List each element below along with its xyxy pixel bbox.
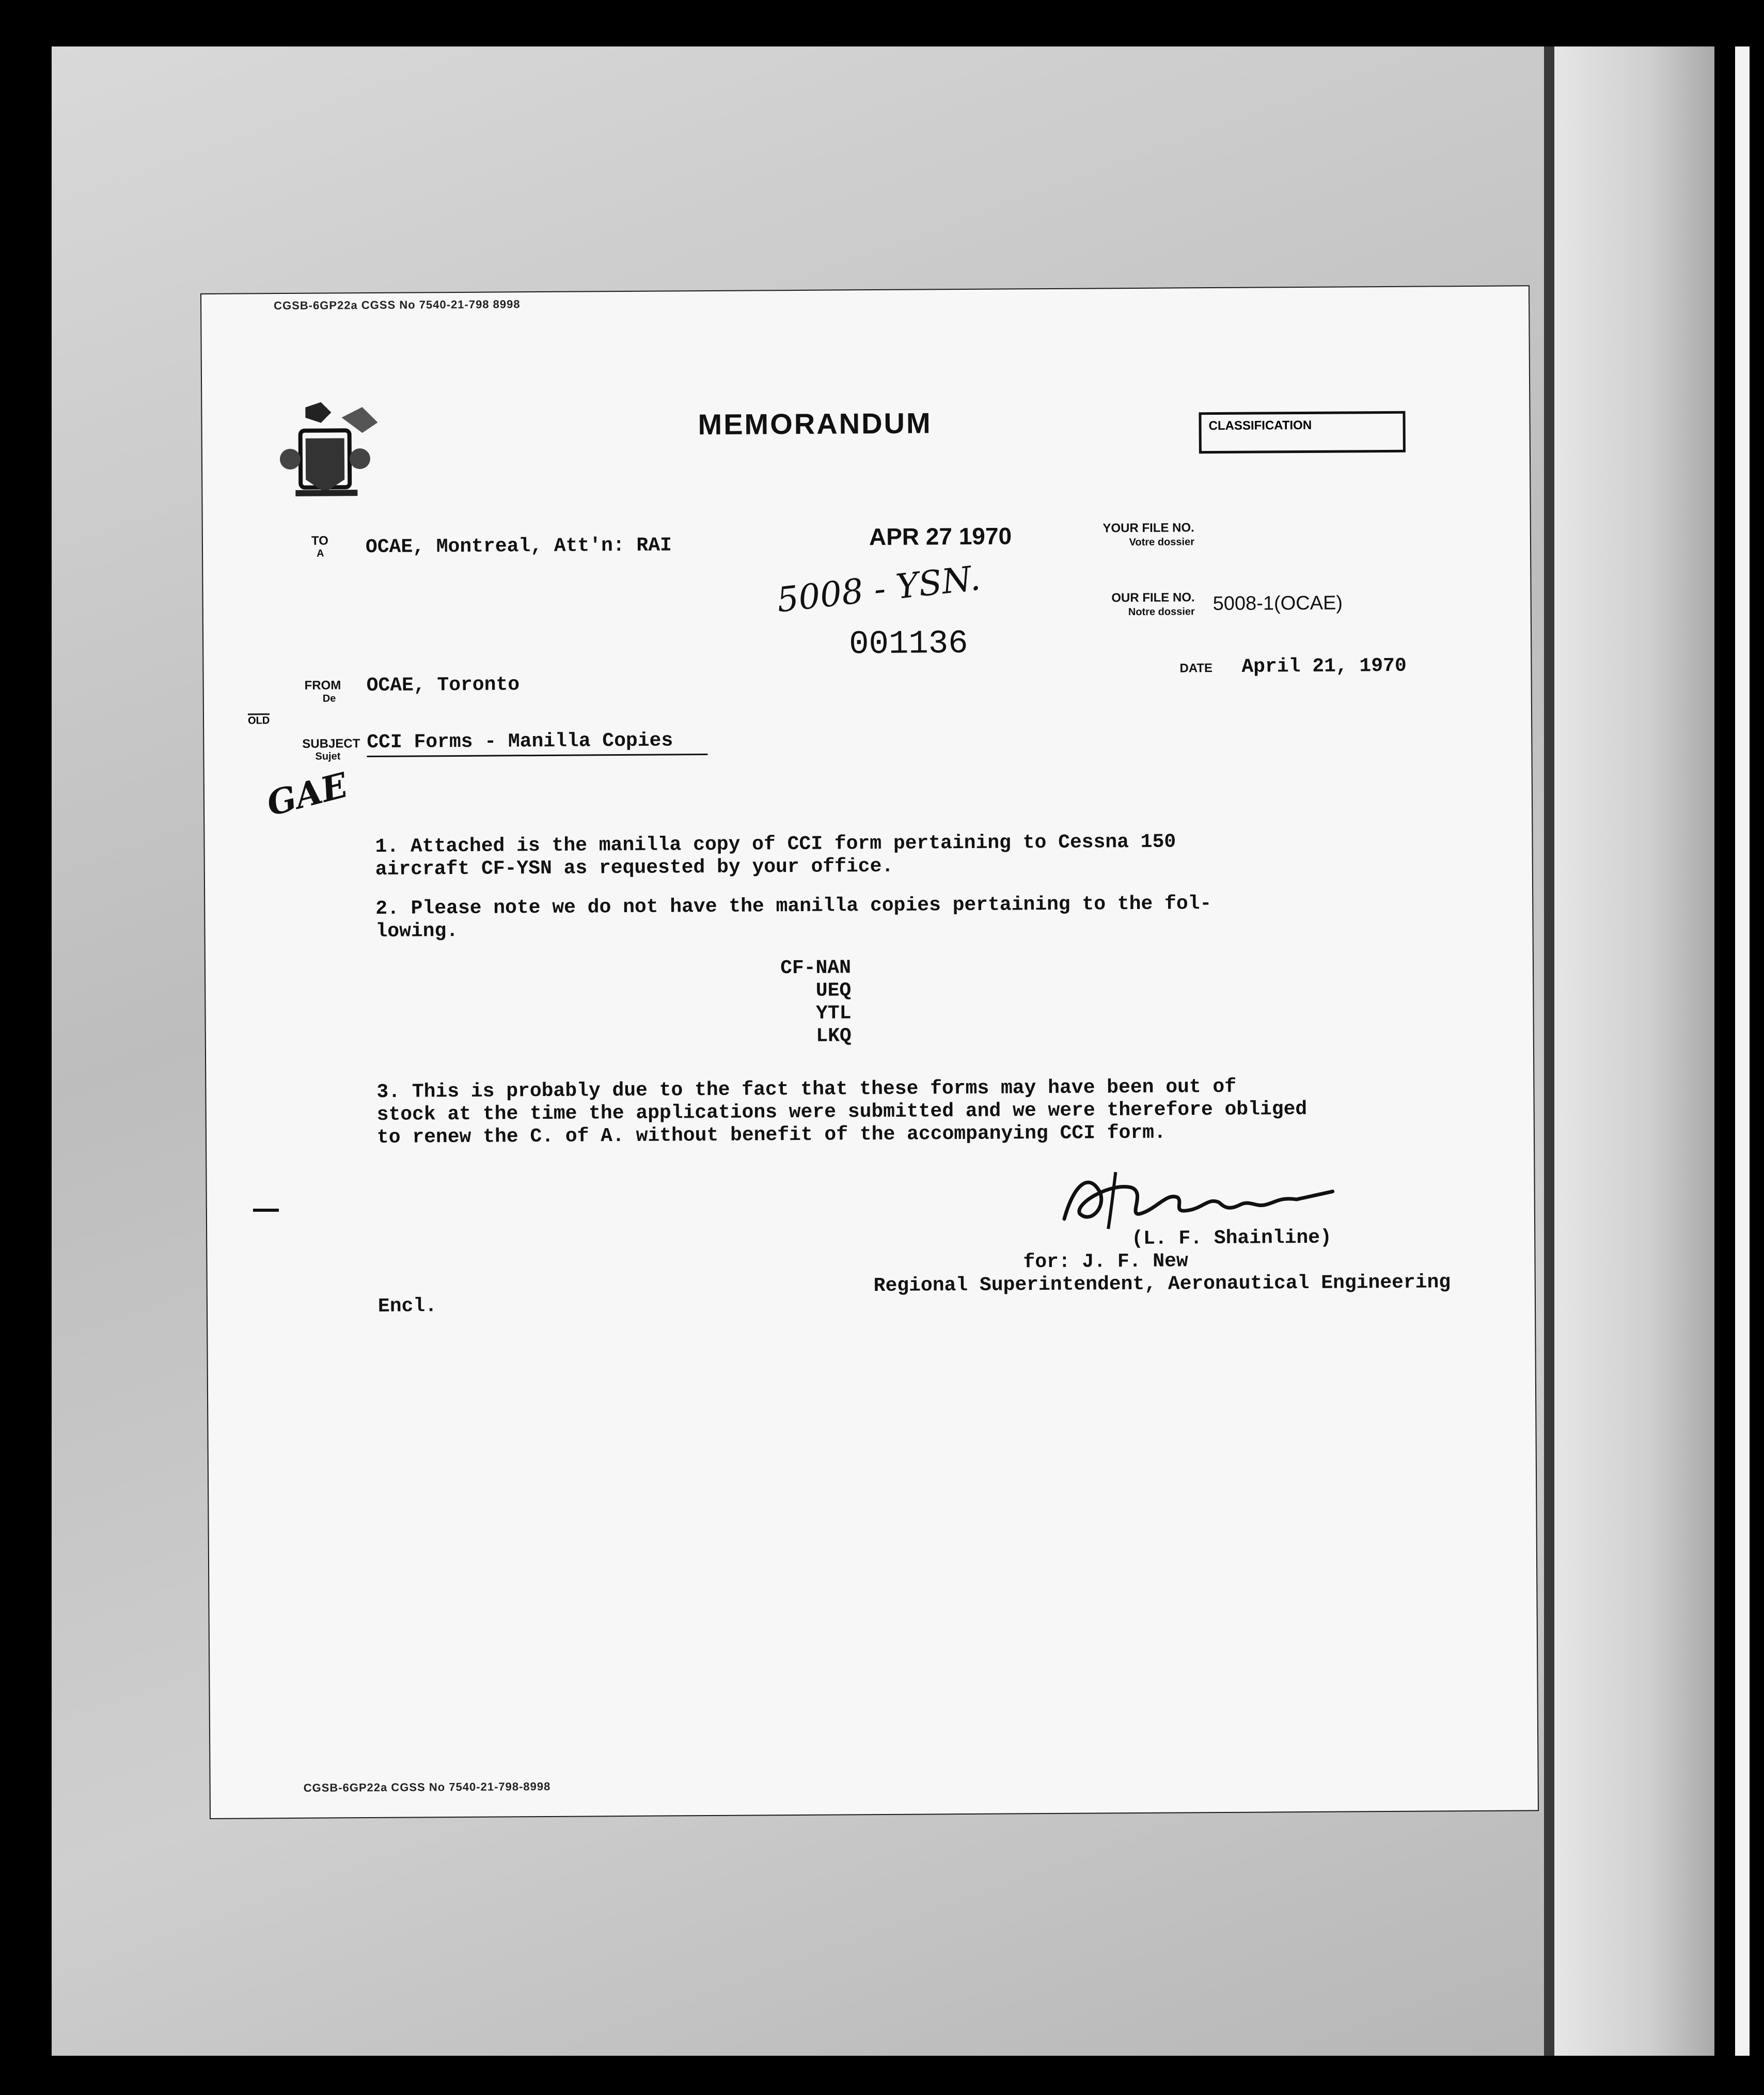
paragraph-2-line-2: lowing. bbox=[375, 919, 459, 943]
paragraph-1-line-1: 1. Attached is the manilla copy of CCI form pertaining to Cessna 150 bbox=[375, 831, 1176, 858]
memo-page bbox=[201, 286, 1538, 1818]
aircraft-list-item: YTL bbox=[815, 1002, 852, 1025]
signature-icon bbox=[1053, 1161, 1343, 1234]
memo-title: MEMORANDUM bbox=[698, 407, 932, 441]
our-file-value: 5008-1(OCAE) bbox=[1212, 592, 1343, 615]
old-label: OLD bbox=[248, 713, 270, 727]
from-label-fr: De bbox=[322, 693, 336, 705]
binder-edge bbox=[1554, 46, 1714, 2056]
to-label: TO bbox=[311, 534, 328, 548]
subject-label: SUBJECT bbox=[302, 737, 360, 751]
signatory-title: Regional Superintendent, Aeronautical Engineering bbox=[873, 1271, 1451, 1297]
to-label-fr: A bbox=[317, 548, 324, 559]
coat-of-arms-icon bbox=[274, 402, 388, 506]
form-number-bottom: CGSB-6GP22a CGSS No 7540-21-798-8998 bbox=[303, 1779, 551, 1794]
your-file-label-fr: Votre dossier bbox=[1129, 536, 1195, 549]
paragraph-2-line-1: 2. Please note we do not have the manilla copies pertaining to the fol- bbox=[375, 893, 1212, 920]
enclosure-label: Encl. bbox=[377, 1295, 437, 1318]
from-value: OCAE, Toronto bbox=[366, 674, 520, 697]
aircraft-list-item: LKQ bbox=[816, 1025, 852, 1048]
aircraft-list-item: UEQ bbox=[815, 979, 852, 1002]
our-file-label: OUR FILE NO. bbox=[1111, 590, 1195, 605]
signatory-for-line: for: J. F. New bbox=[1023, 1250, 1188, 1274]
classification-label: CLASSIFICATION bbox=[1208, 418, 1312, 433]
subject-label-fr: Sujet bbox=[315, 751, 341, 762]
our-file-label-fr: Notre dossier bbox=[1128, 606, 1195, 618]
to-value: OCAE, Montreal, Att'n: RAI bbox=[365, 534, 672, 559]
subject-value: CCI Forms - Manilla Copies bbox=[367, 729, 707, 757]
margin-tick-mark bbox=[253, 1209, 279, 1212]
paragraph-3-line-2: stock at the time the applications were submitted and we were therefore obliged bbox=[376, 1098, 1308, 1126]
paragraph-3-line-3: to renew the C. of A. without benefit of the accompanying CCI form. bbox=[376, 1121, 1166, 1149]
paragraph-3-line-1: 3. This is probably due to the fact that these forms may have been out of bbox=[376, 1075, 1237, 1103]
margin-note-handwritten: GAE bbox=[262, 764, 352, 824]
date-value: April 21, 1970 bbox=[1241, 654, 1407, 678]
binder-strip bbox=[1735, 46, 1750, 2056]
file-ref-handwritten: 5008 - YSN. bbox=[775, 558, 983, 620]
signatory-name: (L. F. Shainline) bbox=[1131, 1226, 1332, 1250]
file-number-stamp: 001136 bbox=[848, 625, 968, 664]
received-stamp: APR 27 1970 bbox=[869, 522, 1012, 551]
date-label: DATE bbox=[1179, 661, 1213, 676]
form-number-top: CGSB-6GP22a CGSS No 7540-21-798 8998 bbox=[274, 298, 521, 312]
aircraft-list-item: CF-NAN bbox=[780, 957, 852, 980]
from-label: FROM bbox=[304, 678, 341, 693]
classification-box bbox=[1199, 411, 1405, 454]
paragraph-1-line-2: aircraft CF-YSN as requested by your office. bbox=[375, 855, 894, 881]
your-file-label: YOUR FILE NO. bbox=[1102, 521, 1194, 536]
binder-fold bbox=[1544, 46, 1554, 2056]
